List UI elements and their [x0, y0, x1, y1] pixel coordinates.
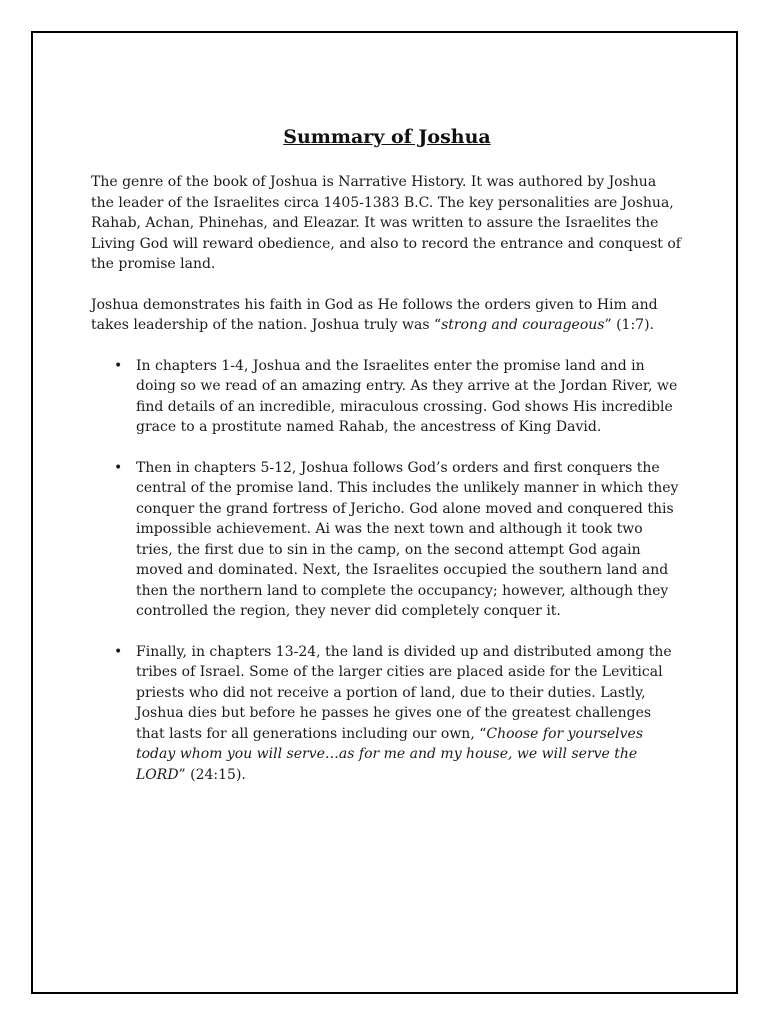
faith-paragraph — [91, 295, 683, 336]
faith-reference: ” (1:7). — [604, 317, 654, 333]
closing-quote: Choose for yourselves today whom you will serve…as for me and my house, we will serve the LORD — [136, 725, 644, 783]
chapter-summary-list — [91, 356, 683, 786]
list-item-chapters-5-12 — [91, 458, 683, 622]
faith-text: Joshua demonstrates his faith in God as He follows the orders given to Him and takes leadership of the nation. Joshua truly was “ — [91, 296, 658, 333]
bullet-marker: • — [114, 643, 123, 660]
bullet-marker: • — [114, 459, 123, 476]
bullet-marker: • — [114, 357, 123, 374]
list-item-text: Then in chapters 5-12, Joshua follows God’s orders and first conquers the central of the promise land. This includes the unlikely manner in which they conquer the grand fortress of Jericho. God alone moved and conquered this impossible achievement. Ai was the next town and although it took two tries, the first due to sin in the camp, on the second attempt God again moved and dominated. Next, the Israelites occupied the southern land and then the northern land to complete the occupancy; however, although they controlled the region, they never did completely conquer it. — [136, 459, 679, 619]
list-item-text: Finally, in chapters 13-24, the land is divided up and distributed among the tribes of Israel. Some of the larger cities are placed aside for the Levitical priests who did not receive a portion of land, due to their duties. Lastly, Joshua dies but before he passes he gives one of the greatest challenges that lasts for all generations including our own, “ — [136, 643, 672, 742]
closing-reference: ” (24:15). — [178, 766, 246, 783]
document-body — [91, 125, 683, 805]
document-page — [31, 31, 738, 994]
list-item-chapters-1-4 — [91, 356, 683, 438]
page-title: Summary of Joshua — [283, 126, 491, 148]
list-item-chapters-13-24 — [91, 642, 683, 786]
list-item-text: In chapters 1-4, Joshua and the Israelites enter the promise land and in doing so we read of an amazing entry. As they arrive at the Jordan River, we find details of an incredible, miraculous crossing. God shows His incredible grace to a prostitute named Rahab, the ancestress of King David. — [136, 357, 678, 435]
faith-quote: strong and courageous — [441, 317, 605, 333]
intro-paragraph: The genre of the book of Joshua is Narrative History. It was authored by Joshua the leader of the Israelites circa 1405-1383 B.C. The key personalities are Joshua, Rahab, Achan, Phinehas, and Eleazar. It was written to assure the Israelites the Living God will reward obedience, and also to record the entrance and conquest of the promise land. — [91, 174, 681, 272]
